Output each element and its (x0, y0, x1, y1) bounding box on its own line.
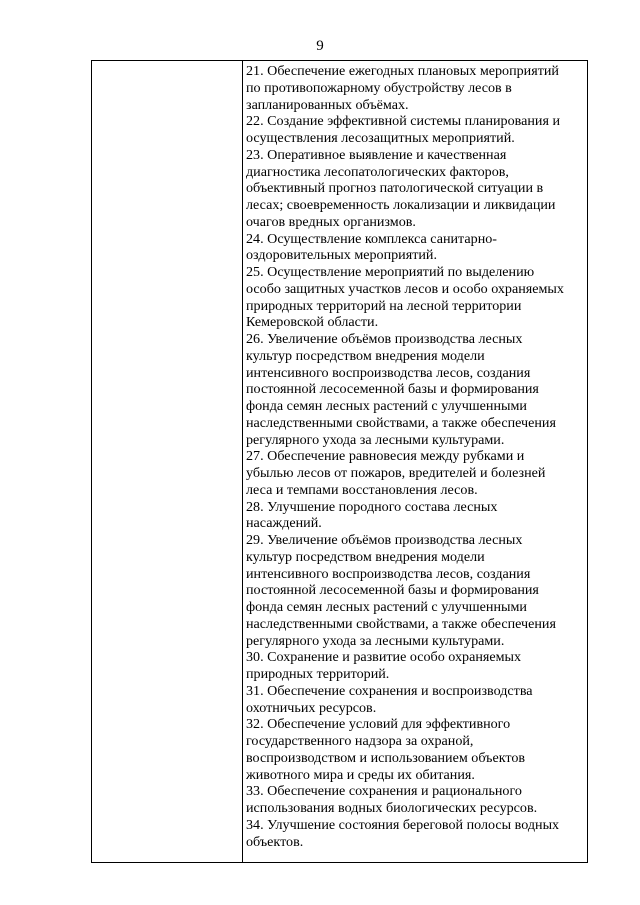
list-item-line: культур посредством внедрения модели (246, 548, 485, 565)
list-item-line: наследственными свойствами, а также обеспечения (246, 615, 556, 632)
list-item-line: насаждений. (246, 515, 322, 532)
list-item-line: 24. Осуществление комплекса санитарно- (246, 230, 497, 247)
list-item (246, 264, 587, 331)
list-item (246, 231, 587, 265)
list-item-line: природных территорий на лесной территории (246, 297, 522, 314)
list-item-line: фонда семян лесных растений с улучшенными (246, 599, 527, 615)
list-item-line: интенсивного воспроизводства лесов, создания (246, 364, 531, 381)
list-item-line: 27. Обеспечение равновесия между рубками и (246, 448, 525, 465)
list-item-line: государственного надзора за охраной, (246, 733, 474, 749)
list-item-line: по противопожарному обустройству лесов в (246, 79, 512, 96)
list-item-line: 23. Оперативное выявление и качественная (246, 146, 507, 163)
table-cell-items (243, 61, 588, 863)
list-item-line: 22. Создание эффективной системы планирования и (246, 113, 561, 130)
list-item-line: объектов. (246, 833, 304, 850)
list-item-line: природных территорий. (246, 666, 390, 682)
item-list (246, 63, 587, 850)
list-item-line: использования водных биологических ресурсов. (246, 800, 538, 816)
list-item (246, 499, 587, 533)
list-item-line: лесах; своевременность локализации и ликвидации (246, 197, 556, 213)
table-row (92, 61, 588, 863)
list-item-line: 31. Обеспечение сохранения и воспроизводства (246, 682, 533, 699)
list-item (246, 817, 587, 851)
list-item-line: 29. Увеличение объёмов производства лесных (246, 532, 523, 548)
list-item-line: 25. Осуществление мероприятий по выделению (246, 264, 535, 280)
list-item (246, 532, 587, 649)
list-item (246, 716, 587, 783)
list-item-line: наследственными свойствами, а также обеспечения (246, 414, 556, 431)
list-item-line: осуществления лесозащитных мероприятий. (246, 130, 515, 146)
list-item-line: 26. Увеличение объёмов производства лесных (246, 331, 523, 347)
list-item-line: особо защитных участков лесов и особо охраняемых (246, 280, 564, 297)
list-item-line: 28. Улучшение породного состава лесных (246, 498, 498, 515)
list-item (246, 113, 587, 147)
list-item-line: Кемеровской области. (246, 314, 379, 331)
list-item-line: 30. Сохранение и развитие особо охраняемых (246, 649, 522, 666)
list-item-line: охотничьих ресурсов. (246, 699, 377, 716)
page-number: 9 (316, 38, 324, 54)
list-item (246, 649, 587, 683)
list-item-line: объективный прогноз патологической ситуации в (246, 180, 544, 197)
list-item-line: очагов вредных организмов. (246, 213, 416, 230)
list-item-line: интенсивного воспроизводства лесов, создания (246, 565, 531, 582)
list-item-line: культур посредством внедрения модели (246, 347, 485, 364)
list-item (246, 683, 587, 717)
list-item-line: убылью лесов от пожаров, вредителей и болезней (246, 465, 546, 481)
list-item-line: регулярного ухода за лесными культурами. (246, 632, 505, 649)
list-item (246, 783, 587, 817)
list-item (246, 448, 587, 498)
list-item-line: фонда семян лесных растений с улучшенными (246, 398, 527, 414)
list-item-line: 21. Обеспечение ежегодных плановых мероприятий (246, 63, 559, 79)
list-item-line: 33. Обеспечение сохранения и рационального (246, 783, 522, 800)
list-item (246, 331, 587, 448)
list-item (246, 147, 587, 231)
list-item-line: постоянной лесосеменной базы и формирования (246, 582, 539, 599)
list-item-line: животного мира и среды их обитания. (246, 766, 475, 783)
list-item-line: 34. Улучшение состояния береговой полосы водных (246, 816, 560, 833)
list-item-line: воспроизводством и использованием объектов (246, 749, 526, 766)
list-item (246, 63, 587, 113)
list-item-line: запланированных объёмах. (246, 96, 409, 113)
list-item-line: леса и темпами восстановления лесов. (246, 481, 478, 498)
list-item-line: 32. Обеспечение условий для эффективного (246, 716, 511, 733)
list-item-line: регулярного ухода за лесными культурами. (246, 431, 505, 448)
list-item-line: оздоровительных мероприятий. (246, 247, 437, 264)
list-item-line: постоянной лесосеменной базы и формирования (246, 381, 539, 398)
table-cell-empty (92, 61, 243, 863)
document-table (91, 60, 588, 863)
list-item-line: диагностика лесопатологических факторов, (246, 163, 509, 180)
